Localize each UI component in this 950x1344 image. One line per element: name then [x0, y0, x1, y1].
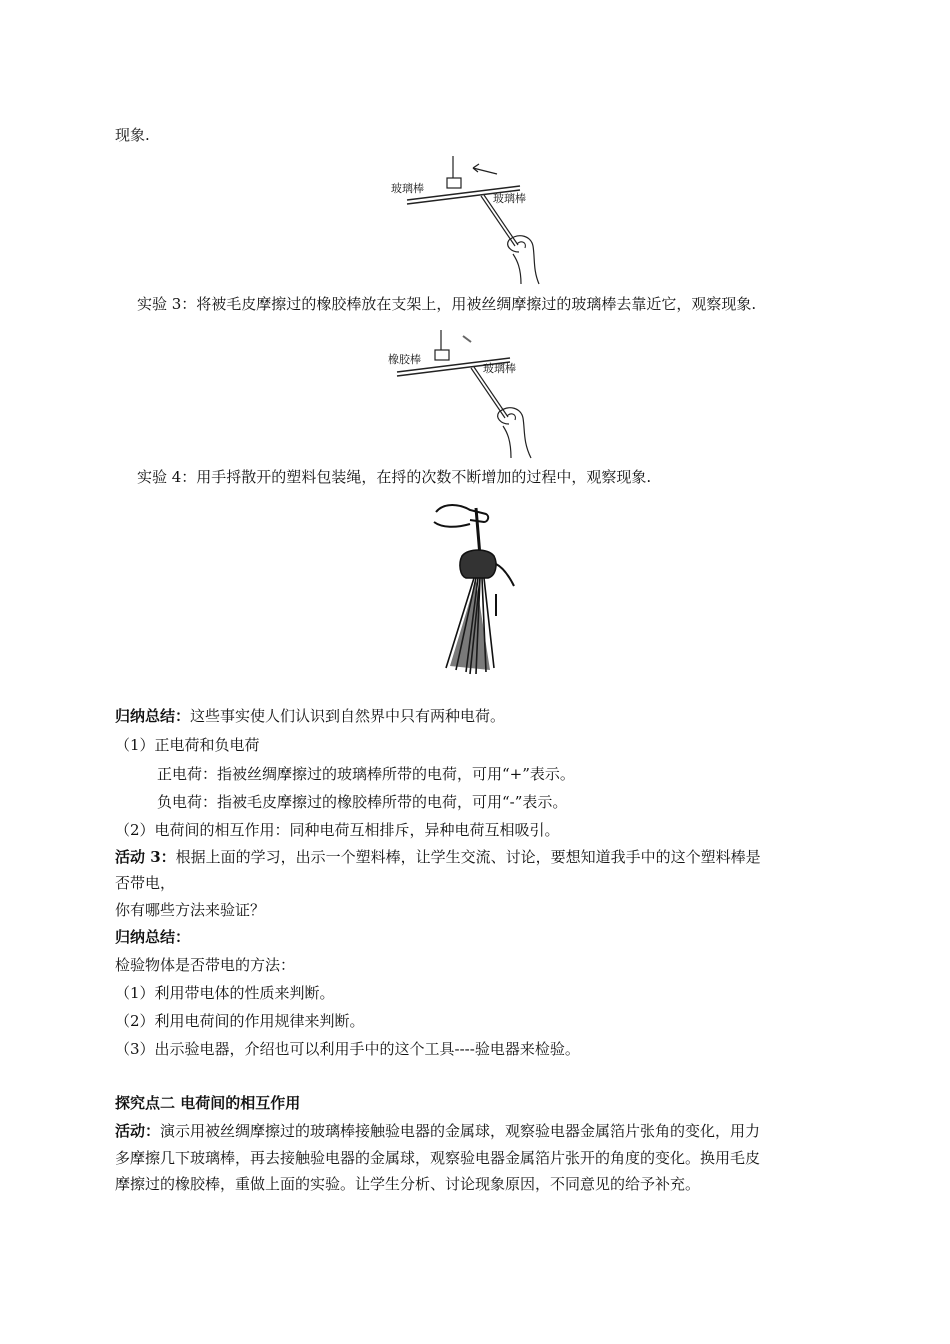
activity-text-1: 演示用被丝绸摩擦过的玻璃棒接触验电器的金属球，观察验电器金属箔片张角的变化，用力 [160, 1122, 761, 1140]
figure-glass-rods [385, 148, 555, 288]
summary1-text: 这些事实使人们认识到自然界中只有两种电荷。 [190, 707, 506, 725]
method-3: （3）出示验电器，介绍也可以利用手中的这个工具----验电器来检验。 [115, 1040, 580, 1058]
method-title: 检验物体是否带电的方法： [115, 956, 296, 974]
figure-rubber-glass [385, 322, 555, 464]
positive-charge: 正电荷：指被丝绸摩擦过的玻璃棒所带的电荷，可用“+”表示。 [157, 765, 575, 783]
activity [115, 1120, 760, 1142]
fig2-right-label: 玻璃棒 [483, 362, 516, 375]
activity-label: 活动： [115, 1122, 161, 1140]
activity3-question: 你有哪些方法来验证？ [115, 901, 266, 919]
figure-plastic-string [430, 498, 520, 676]
item2: （2）电荷间的相互作用：同种电荷互相排斥，异种电荷互相吸引。 [115, 821, 560, 839]
method-2: （2）利用电荷间的作用规律来判断。 [115, 1012, 365, 1030]
fig1-right-label: 玻璃棒 [493, 192, 526, 205]
activity3-text: 根据上面的学习，出示一个塑料棒，让学生交流、讨论，要想知道我手中的这个塑料棒是 [175, 848, 761, 866]
activity3-label: 活动 3： [115, 848, 176, 866]
negative-charge: 负电荷：指被毛皮摩擦过的橡胶棒所带的电荷，可用“-”表示。 [157, 793, 568, 811]
text-top: 现象. [115, 126, 150, 144]
fig2-left-label: 橡胶棒 [388, 353, 421, 366]
summary1 [115, 705, 505, 727]
summary2-label: 归纳总结： [115, 928, 191, 946]
activity3-cont: 否带电， [115, 874, 176, 892]
method-1: （1）利用带电体的性质来判断。 [115, 984, 335, 1002]
item1: （1）正电荷和负电荷 [115, 736, 260, 754]
activity-text-2: 多摩擦几下玻璃棒，再去接触验电器的金属球，观察验电器金属箔片张开的角度的变化。换用毛皮 [115, 1149, 761, 1167]
text-exp3: 实验 3：将被毛皮摩擦过的橡胶棒放在支架上，用被丝绸摩擦过的玻璃棒去靠近它，观察现象. [137, 295, 757, 313]
summary1-label: 归纳总结： [115, 707, 191, 725]
fig1-left-label: 玻璃棒 [391, 182, 424, 195]
section2-title: 探究点二 电荷间的相互作用 [115, 1094, 301, 1112]
text-exp4: 实验 4：用手捋散开的塑料包装绳，在捋的次数不断增加的过程中，观察现象. [137, 468, 652, 486]
activity-text-3: 摩擦过的橡胶棒，重做上面的实验。让学生分析、讨论现象原因，不同意见的给予补充。 [115, 1175, 701, 1193]
activity3 [115, 846, 761, 868]
